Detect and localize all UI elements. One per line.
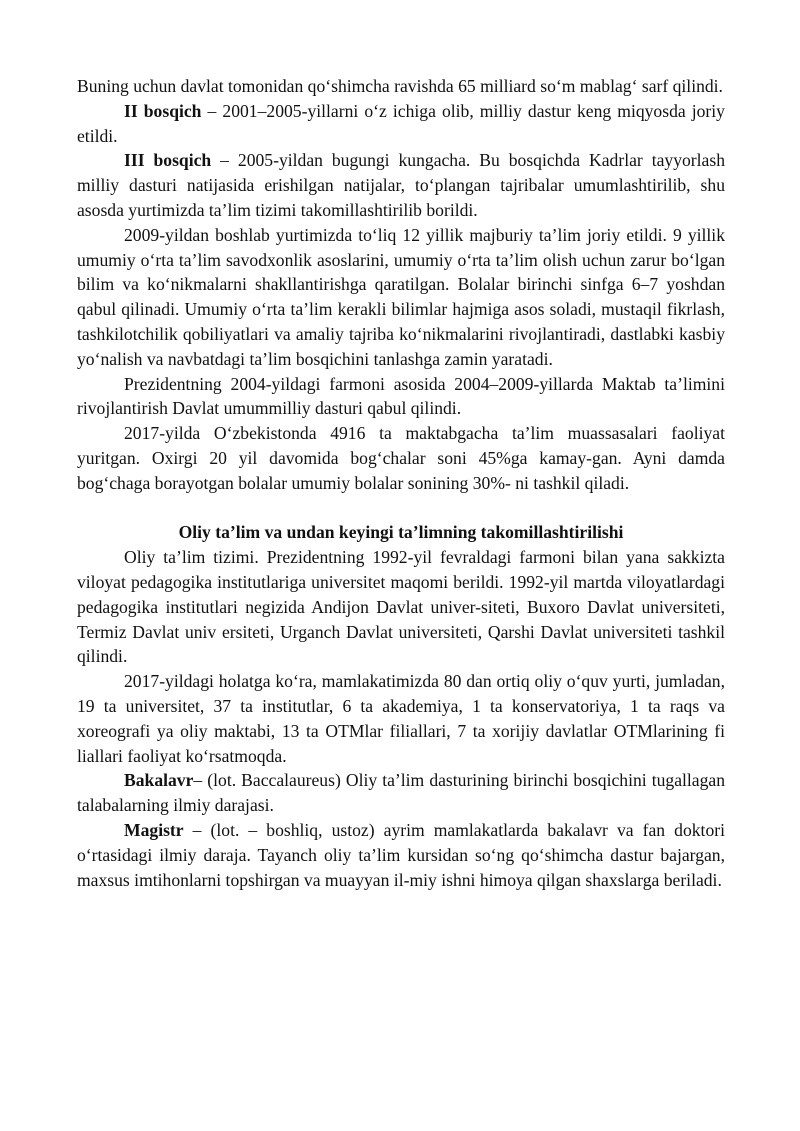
term-stage-2: II bosqich <box>124 100 202 121</box>
bachelor-text: – (lot. Baccalaureus) Oliy ta’lim dasturining birinchi bosqichini tugallagan talabalarning ilmiy darajasi. <box>77 770 725 816</box>
paragraph-stage-2 <box>77 99 725 149</box>
section-heading: Oliy ta’lim va undan keyingi ta’limning takomillashtirilishi <box>178 522 624 543</box>
document-page <box>77 74 725 892</box>
paragraph-funding: Buning uchun davlat tomonidan qo‘shimcha ravishda 65 milliard so‘m mablag‘ sarf qilindi. <box>77 76 723 96</box>
term-master: Magistr <box>124 819 184 840</box>
master-text: – (lot. – boshliq, ustoz) ayrim mamlakatlarda bakalavr va fan doktori o‘rtasidagi ilmiy daraja. Tayanch oliy ta’lim kursidan so‘ng qo‘shimcha dastur bajargan, maxsus imtihonlarni topshirgan va muayyan il-miy ishni himoya qilgan shaxslarga beriladi. <box>77 819 725 890</box>
paragraph-bachelor <box>77 768 725 818</box>
paragraph-higher-education-system: Oliy ta’lim tizimi. Prezidentning 1992-yil fevraldagi farmoni bilan yana sakkizta viloyat pedagogika institutlariga universitet maqomi berildi. 1992-yil martda viloyatlardagi pedagogika institutlari negizida Andijon Davlat univer-siteti, Buxoro Davlat universiteti, Termiz Davlat univ ersiteti, Urganch Davlat universiteti, Qarshi Davlat universiteti tashkil qilindi. <box>77 547 725 667</box>
stage-2-text: – 2001–2005-yillarni o‘z ichiga olib, milliy dastur keng miqyosda joriy etildi. <box>77 100 725 146</box>
term-stage-3: III bosqich <box>124 150 212 171</box>
term-bachelor: Bakalavr <box>124 770 194 791</box>
paragraph-master <box>77 818 725 892</box>
paragraph-preschool-2017: 2017-yilda O‘zbekistonda 4916 ta maktabgacha ta’lim muassasalari faoliyat yuritgan. Oxirgi 20 yil davomida bog‘chalar soni 45%ga kamay-gan. Ayni damda bog‘chaga borayotgan bolalar umumiy bolalar sonining 30%- ni tashkil qiladi. <box>77 423 725 493</box>
paragraph-presidential-decree-2004: Prezidentning 2004-yildagi farmoni asosida 2004–2009-yillarda Maktab ta’limini rivojlantirish Davlat umummilliy dasturi qabul qilindi. <box>77 373 725 419</box>
paragraph-higher-education-2017: 2017-yildagi holatga ko‘ra, mamlakatimizda 80 dan ortiq oliy o‘quv yurti, jumladan, 19 ta universitet, 37 ta institutlar, 6 ta akademiya, 1 ta konservatoriya, 1 ta raqs va xoreografi ya oliy maktabi, 13 ta OTMlar filiallari, 7 ta xorijiy davlatlar OTMlarining fi liallari faoliyat ko‘rsatmoqda. <box>77 671 725 766</box>
paragraph-12-year-education: 2009-yildan boshlab yurtimizda to‘liq 12 yillik majburiy ta’lim joriy etildi. 9 yillik umumiy o‘rta ta’lim savodxonlik asoslarini, umumiy o‘rta ta’lim olish uchun zarur bo‘lgan bilim va ko‘nikmalarni shakllantirishga qaratilgan. Bolalar birinchi sinfga 6–7 yoshdan qabul qilinadi. Umumiy o‘rta ta’lim kerakli bilimlar hajmiga asos soladi, mustaqil fikrlash, tashkilotchilik qobiliyatlari va amaliy tajriba ko‘nikmalarini rivojlantiradi, dastlabki kasbiy yo‘nalish va navbatdagi ta’lim bosqichini tanlashga zamin yaratadi. <box>77 224 725 369</box>
stage-3-text: – 2005-yildan bugungi kungacha. Bu bosqichda Kadrlar tayyorlash milliy dasturi natijasida erishilgan natijalar, to‘plangan tajribalar umumlashtirilib, shu asosda yurtimizda ta’lim tizimi takomillashtirilib borildi. <box>77 150 726 220</box>
paragraph-stage-3 <box>77 148 725 222</box>
